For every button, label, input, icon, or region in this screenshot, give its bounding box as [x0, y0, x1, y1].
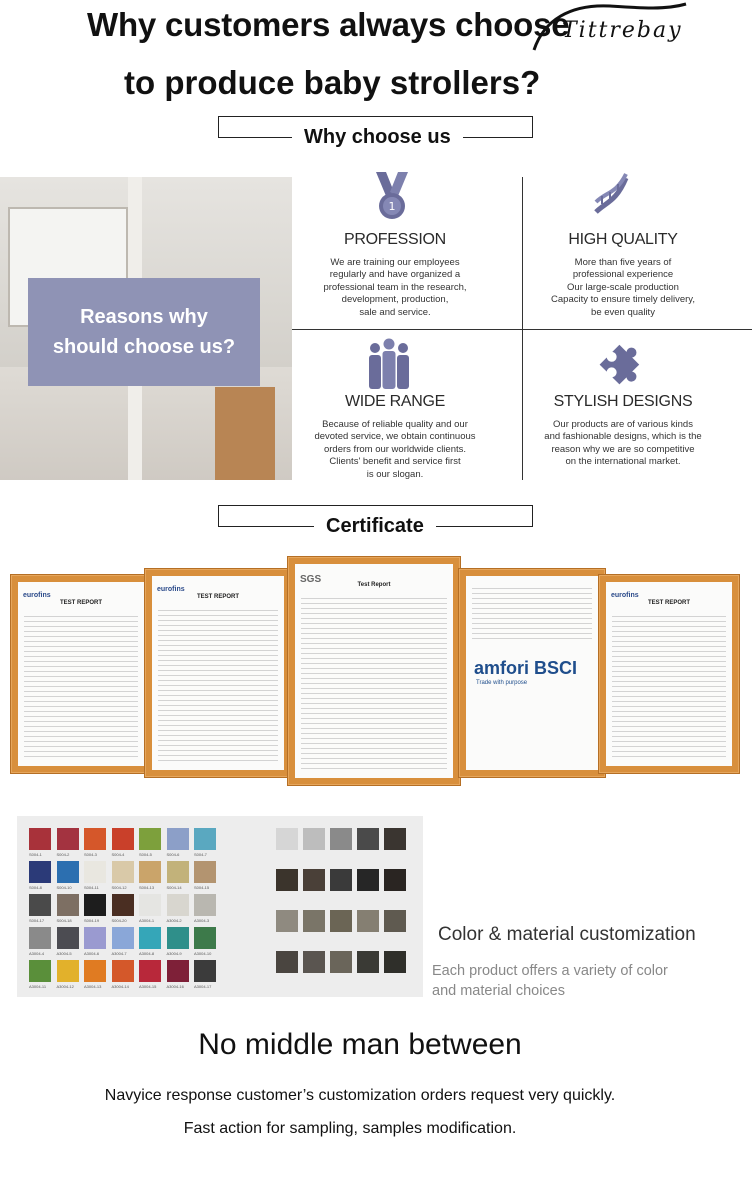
- fabric-color-swatch: [139, 960, 161, 982]
- fabric-color-swatch: [167, 927, 189, 949]
- material-swatch: [384, 910, 406, 932]
- fabric-swatch-label: A3004-4: [29, 951, 45, 956]
- material-swatch: [330, 910, 352, 932]
- fabric-swatch-label: S004-10: [56, 885, 72, 890]
- fabric-swatch-label: A3004-14: [111, 984, 129, 989]
- fabric-swatch-label: A3004-7: [111, 951, 127, 956]
- fabric-color-swatch: [57, 828, 79, 850]
- certificate-heading: TEST REPORT: [647, 600, 690, 606]
- why-choose-us-title: Why choose us: [292, 126, 463, 149]
- material-swatch-panel: [270, 816, 423, 997]
- certificate-frame: [287, 556, 461, 786]
- certificate-logo: SGS: [300, 574, 322, 585]
- material-swatch: [384, 869, 406, 891]
- certificate-frame: [10, 574, 152, 774]
- fabric-color-swatch: [139, 927, 161, 949]
- grid-divider-horizontal: [292, 329, 752, 330]
- fabric-swatch-label: S004-13: [139, 885, 155, 890]
- material-swatch: [357, 951, 379, 973]
- fabric-color-swatch: [194, 828, 216, 850]
- fabric-color-swatch: [84, 894, 106, 916]
- feature-stylish-designs: [528, 393, 718, 469]
- fabric-swatch-label: S004-2: [56, 852, 70, 857]
- response-paragraph: Navyice response customer’s customization orders request very quickly.: [104, 1087, 616, 1104]
- certificate-frame: [598, 574, 740, 774]
- material-swatch: [303, 869, 325, 891]
- fabric-swatch-label: A3004-17: [194, 984, 212, 989]
- fabric-color-swatch: [112, 861, 134, 883]
- material-swatch: [276, 951, 298, 973]
- feature-title: PROFESSION: [344, 231, 446, 248]
- feature-title: WIDE RANGE: [344, 393, 446, 410]
- certificate-heading: TEST REPORT: [59, 600, 102, 606]
- medal-icon: [372, 172, 412, 222]
- fabric-swatch-label: S004-11: [84, 885, 99, 890]
- material-swatch: [357, 869, 379, 891]
- material-swatch: [276, 869, 298, 891]
- material-swatch: [330, 951, 352, 973]
- fabric-swatch-label: A3004-9: [166, 951, 182, 956]
- material-swatch: [357, 910, 379, 932]
- brand-name: Tittrebay: [562, 18, 683, 43]
- fabric-color-swatch: [167, 828, 189, 850]
- fabric-swatch-label: A3004-3: [194, 918, 210, 923]
- fabric-color-swatch: [112, 960, 134, 982]
- fabric-swatch-label: S004-8: [29, 885, 42, 890]
- certificate-heading: Trade with purpose: [476, 680, 528, 686]
- fabric-swatch-label: S004-18: [56, 918, 72, 923]
- fabric-color-swatch: [167, 960, 189, 982]
- fabric-swatch-label: S004-20: [111, 918, 127, 923]
- fabric-color-swatch: [57, 861, 79, 883]
- material-swatch: [276, 910, 298, 932]
- fabric-color-swatch: [194, 861, 216, 883]
- fabric-swatch-label: S004-7: [194, 852, 207, 857]
- feature-title: STYLISH DESIGNS: [553, 393, 693, 410]
- fabric-swatch-label: A3004-1: [139, 918, 155, 923]
- certificate-logo: amfori BSCI: [474, 658, 578, 678]
- fabric-swatch-label: A3004-10: [194, 951, 212, 956]
- fabric-color-swatch: [29, 894, 51, 916]
- material-swatch: [330, 869, 352, 891]
- dna-icon: [588, 172, 634, 218]
- fabric-color-swatch: [57, 894, 79, 916]
- fabric-color-swatch: [139, 861, 161, 883]
- fabric-swatch-label: S004-4: [111, 852, 125, 857]
- fabric-color-swatch: [29, 960, 51, 982]
- fabric-color-swatch: [167, 894, 189, 916]
- certificate-logo: eurofins: [23, 592, 51, 599]
- fabric-color-swatch: [194, 927, 216, 949]
- fabric-swatch-label: A3004-5: [56, 951, 72, 956]
- material-swatch: [384, 951, 406, 973]
- fabric-swatch-label: A3004-11: [29, 984, 47, 989]
- material-swatch: [303, 951, 325, 973]
- fabric-swatch-label: S004-1: [29, 852, 42, 857]
- feature-high-quality: [528, 231, 718, 319]
- customization-title: Color & material customization: [438, 924, 696, 945]
- fabric-color-swatch: [139, 828, 161, 850]
- feature-description: More than five years of professional experience Our large-scale production Capacity to ensure timely delivery, be even quality: [551, 257, 695, 318]
- fabric-color-swatch: [57, 960, 79, 982]
- feature-description: Our products are of various kinds and fashionable designs, which is the reason why we are so competitive on the international market.: [544, 419, 702, 468]
- certificate-heading: TEST REPORT: [196, 594, 239, 600]
- certificate-title: Certificate: [314, 515, 436, 538]
- fabric-swatch-label: S004-3: [84, 852, 97, 857]
- certificate-logo: eurofins: [157, 586, 185, 593]
- fabric-swatch-label: A3004-6: [84, 951, 100, 956]
- fabric-color-swatch: [84, 861, 106, 883]
- certificate-heading: Test Report: [357, 582, 391, 588]
- hero-image: [0, 177, 292, 480]
- feature-title: HIGH QUALITY: [568, 231, 678, 248]
- fabric-color-swatch: [194, 894, 216, 916]
- fabric-swatch-label: A3004-13: [84, 984, 102, 989]
- fabric-color-swatch: [29, 861, 51, 883]
- headline-line-2: to produce baby strollers?: [124, 64, 541, 101]
- material-swatch: [303, 828, 325, 850]
- fabric-color-swatch: [112, 828, 134, 850]
- fabric-swatch-label: S004-6: [166, 852, 180, 857]
- fabric-swatch-label: A3004-16: [166, 984, 184, 989]
- fabric-swatch-label: A3004-2: [166, 918, 182, 923]
- fabric-color-swatch: [57, 927, 79, 949]
- certificate-frame: [458, 568, 606, 778]
- fabric-color-swatch: [167, 861, 189, 883]
- customization-description: Each product offers a variety of color and material choices: [432, 963, 668, 999]
- certificate-frame: [144, 568, 292, 778]
- fabric-color-swatch: [29, 927, 51, 949]
- no-middle-man-heading: No middle man between: [198, 1028, 522, 1061]
- feature-wide-range: [300, 393, 490, 481]
- fabric-color-swatch: [84, 828, 106, 850]
- hero-caption-box: [28, 278, 260, 386]
- material-swatch: [384, 828, 406, 850]
- material-swatch: [330, 828, 352, 850]
- sampling-paragraph: Fast action for sampling, samples modification.: [183, 1120, 517, 1137]
- fabric-swatch-label: S004-19: [84, 918, 100, 923]
- fabric-color-swatch: [29, 828, 51, 850]
- team-icon: [364, 338, 414, 390]
- fabric-swatch-label: A3004-12: [56, 984, 74, 989]
- fabric-color-swatch: [112, 894, 134, 916]
- fabric-swatch-label: S004-15: [194, 885, 210, 890]
- fabric-swatch-label: A3004-15: [139, 984, 157, 989]
- material-swatch: [276, 828, 298, 850]
- svg-text:1: 1: [388, 200, 396, 213]
- puzzle-icon: [594, 342, 642, 390]
- fabric-swatch-label: S004-12: [111, 885, 127, 890]
- feature-profession: [300, 231, 490, 319]
- fabric-color-swatch: [194, 960, 216, 982]
- fabric-swatch-label: S004-14: [166, 885, 182, 890]
- material-swatch: [303, 910, 325, 932]
- fabric-color-swatch: [112, 927, 134, 949]
- fabric-color-swatch: [139, 894, 161, 916]
- feature-description: We are training our employees regularly and have organized a professional team in the research, development, production, sale and service.: [323, 257, 467, 318]
- fabric-color-swatch: [84, 927, 106, 949]
- feature-description: Because of reliable quality and our devoted service, we obtain continuous orders from our worldwide clients. Clients' benefit and service first is our slogan.: [314, 419, 476, 480]
- fabric-swatch-label: S004-5: [139, 852, 152, 857]
- fabric-swatch-label: S004-17: [29, 918, 45, 923]
- headline-line-1: Why customers always choose: [87, 6, 570, 43]
- fabric-color-swatch: [84, 960, 106, 982]
- hero-caption: Reasons why should choose us?: [52, 306, 236, 358]
- material-swatch: [357, 828, 379, 850]
- fabric-swatch-label: A3004-8: [139, 951, 155, 956]
- certificate-logo: eurofins: [611, 592, 639, 599]
